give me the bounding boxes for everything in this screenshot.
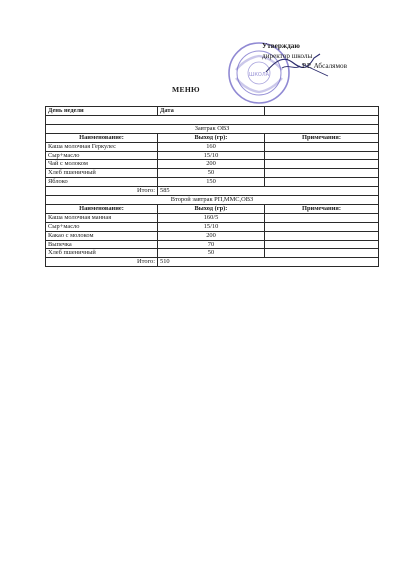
- table-row: [46, 178, 379, 187]
- item-name: Яблоко: [46, 178, 158, 187]
- item-yield: 160: [158, 142, 265, 151]
- table-row: [46, 169, 379, 178]
- item-name: Чай с молоком: [46, 160, 158, 169]
- item-note: [265, 160, 379, 169]
- item-yield: 15/10: [158, 151, 265, 160]
- table-row: [46, 222, 379, 231]
- item-note: [265, 240, 379, 249]
- total-row: [46, 187, 379, 196]
- item-name: Каша молочная манная: [46, 213, 158, 222]
- svg-text:ШКОЛА: ШКОЛА: [248, 72, 270, 78]
- table-row: [46, 249, 379, 258]
- spacer-cell: [46, 115, 379, 124]
- item-name: Сыр+масло: [46, 222, 158, 231]
- table-row: [46, 231, 379, 240]
- approval-name: Р.Р. Абсалямов: [302, 62, 348, 70]
- table-row: [46, 160, 379, 169]
- meal-title: Завтрак ОВЗ: [46, 124, 379, 133]
- approval-role: директор школы: [262, 52, 313, 60]
- item-yield: 70: [158, 240, 265, 249]
- item-yield: 150: [158, 178, 265, 187]
- item-yield: 50: [158, 249, 265, 258]
- col-yield-header: Выход (гр):: [158, 133, 265, 142]
- col-note-header: Примечания:: [265, 133, 379, 142]
- item-yield: 160/5: [158, 213, 265, 222]
- col-note-header: Примечания:: [265, 204, 379, 213]
- table-row: [46, 240, 379, 249]
- day-label: День недели: [46, 107, 158, 116]
- item-name: Хлеб пшеничный: [46, 249, 158, 258]
- item-yield: 50: [158, 169, 265, 178]
- total-label: Итого:: [46, 258, 158, 267]
- date-label: Дата: [158, 107, 265, 116]
- table-row: [46, 151, 379, 160]
- spacer-row: [46, 115, 379, 124]
- total-value: 585: [158, 187, 379, 196]
- meal-title: Второй завтрак РП,ММС,ОВЗ: [46, 196, 379, 205]
- menu-table: [45, 106, 379, 267]
- date-value: [265, 107, 379, 116]
- column-header-row: [46, 204, 379, 213]
- col-item-header: Наименование:: [46, 133, 158, 142]
- item-name: Выпечка: [46, 240, 158, 249]
- approval-title: Утверждаю: [262, 42, 300, 50]
- col-item-header: Наименование:: [46, 204, 158, 213]
- item-name: Какао с молоком: [46, 231, 158, 240]
- item-yield: 15/10: [158, 222, 265, 231]
- item-name: Каша молочная Геркулес: [46, 142, 158, 151]
- approval-block: [262, 41, 347, 71]
- meal-title-row: [46, 124, 379, 133]
- item-note: [265, 249, 379, 258]
- table-row: [46, 213, 379, 222]
- meal-title-row: [46, 196, 379, 205]
- header-row: [46, 107, 379, 116]
- total-value: 510: [158, 258, 379, 267]
- item-note: [265, 231, 379, 240]
- table-row: [46, 142, 379, 151]
- item-note: [265, 142, 379, 151]
- menu-title: МЕНЮ: [172, 85, 200, 94]
- item-yield: 200: [158, 231, 265, 240]
- item-note: [265, 151, 379, 160]
- total-label: Итого:: [46, 187, 158, 196]
- total-row: [46, 258, 379, 267]
- item-note: [265, 178, 379, 187]
- col-yield-header: Выход (гр):: [158, 204, 265, 213]
- item-name: Хлеб пшеничный: [46, 169, 158, 178]
- item-note: [265, 169, 379, 178]
- item-note: [265, 213, 379, 222]
- item-note: [265, 222, 379, 231]
- column-header-row: [46, 133, 379, 142]
- item-name: Сыр+масло: [46, 151, 158, 160]
- item-yield: 200: [158, 160, 265, 169]
